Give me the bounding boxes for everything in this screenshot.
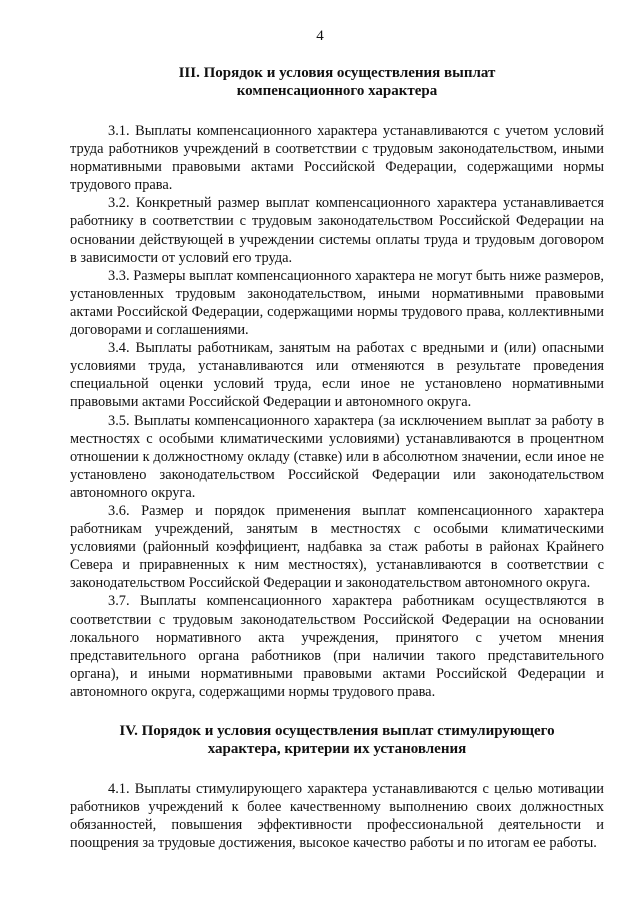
- paragraph-3-3: 3.3. Размеры выплат компенсационного характера не могут быть ниже размеров, установленных трудовым законодательством, иными нормативными правовыми актами Российской Федерации, содержащими нормы трудового права, коллективными договорами и соглашениями.: [70, 267, 604, 339]
- paragraph-3-1: 3.1. Выплаты компенсационного характера устанавливаются с учетом условий труда работников учреждений в соответствии с трудовым законодательством, иными нормативными правовыми актами Российской Федерации, содержащими нормы трудового права.: [70, 123, 604, 194]
- document-body: [70, 64, 604, 852]
- section-3-title-line-2: компенсационного характера: [236, 83, 438, 99]
- paragraph-3-2: 3.2. Конкретный размер выплат компенсационного характера устанавливается работнику в соответствии с трудовым законодательством Российской Федерации на основании действующей в учреждении системы оплаты труда и трудовым договором в зависимости от условий его труда.: [70, 195, 604, 266]
- paragraph-3-6: 3.6. Размер и порядок применения выплат компенсационного характера работникам учреждений, занятым в местностях с особыми климатическими условиями (районный коэффициент, надбавка за стаж работы в районах Крайнего Севера и приравненных к ним местностях), устанавливаются в соответствии с законодательством Российской Федерации и законодательством автономного округа.: [70, 502, 604, 592]
- section-4-title-line-1: IV. Порядок и условия осуществления выплат стимулирующего: [119, 723, 555, 739]
- paragraph-3-4: 3.4. Выплаты работникам, занятым на работах с вредными и (или) опасными условиями труда, устанавливаются или отменяются в результате проведения специальной оценки условий труда, если иное не установлено нормативными правовыми актами Российской Федерации и автономного округа.: [70, 340, 604, 411]
- section-4-title: [70, 722, 604, 758]
- paragraph-3-5: 3.5. Выплаты компенсационного характера (за исключением выплат за работу в местностях с особыми климатическими условиями) устанавливаются в процентном отношении к должностному окладу (ставке) или в абсолютном значении, если иное не установлено законодательством Российской Федерации или законодательством автономного округа.: [70, 412, 604, 501]
- paragraph-3-7: 3.7. Выплаты компенсационного характера работникам осуществляются в соответствии с трудовым законодательством Российской Федерации на основании локального нормативного акта учреждения, принятого с учетом мнения представительного органа работников (при наличии такого представительного органа), и иными нормативными правовыми актами Российской Федерации и автономного округа, содержащими нормы трудового права.: [70, 593, 604, 700]
- paragraph-4-1: 4.1. Выплаты стимулирующего характера устанавливаются с целью мотивации работников учреждений к более качественному выполнению своих должностных обязанностей, повышения эффективности профессиональной деятельности и поощрения за трудовые достижения, высокое качество работы и по итогам ее работы.: [70, 781, 604, 852]
- section-4-title-line-2: характера, критерии их установления: [207, 741, 467, 757]
- page-number: 4: [316, 28, 324, 44]
- section-3-title: [70, 64, 604, 100]
- section-3-title-line-1: III. Порядок и условия осуществления выплат: [178, 65, 496, 81]
